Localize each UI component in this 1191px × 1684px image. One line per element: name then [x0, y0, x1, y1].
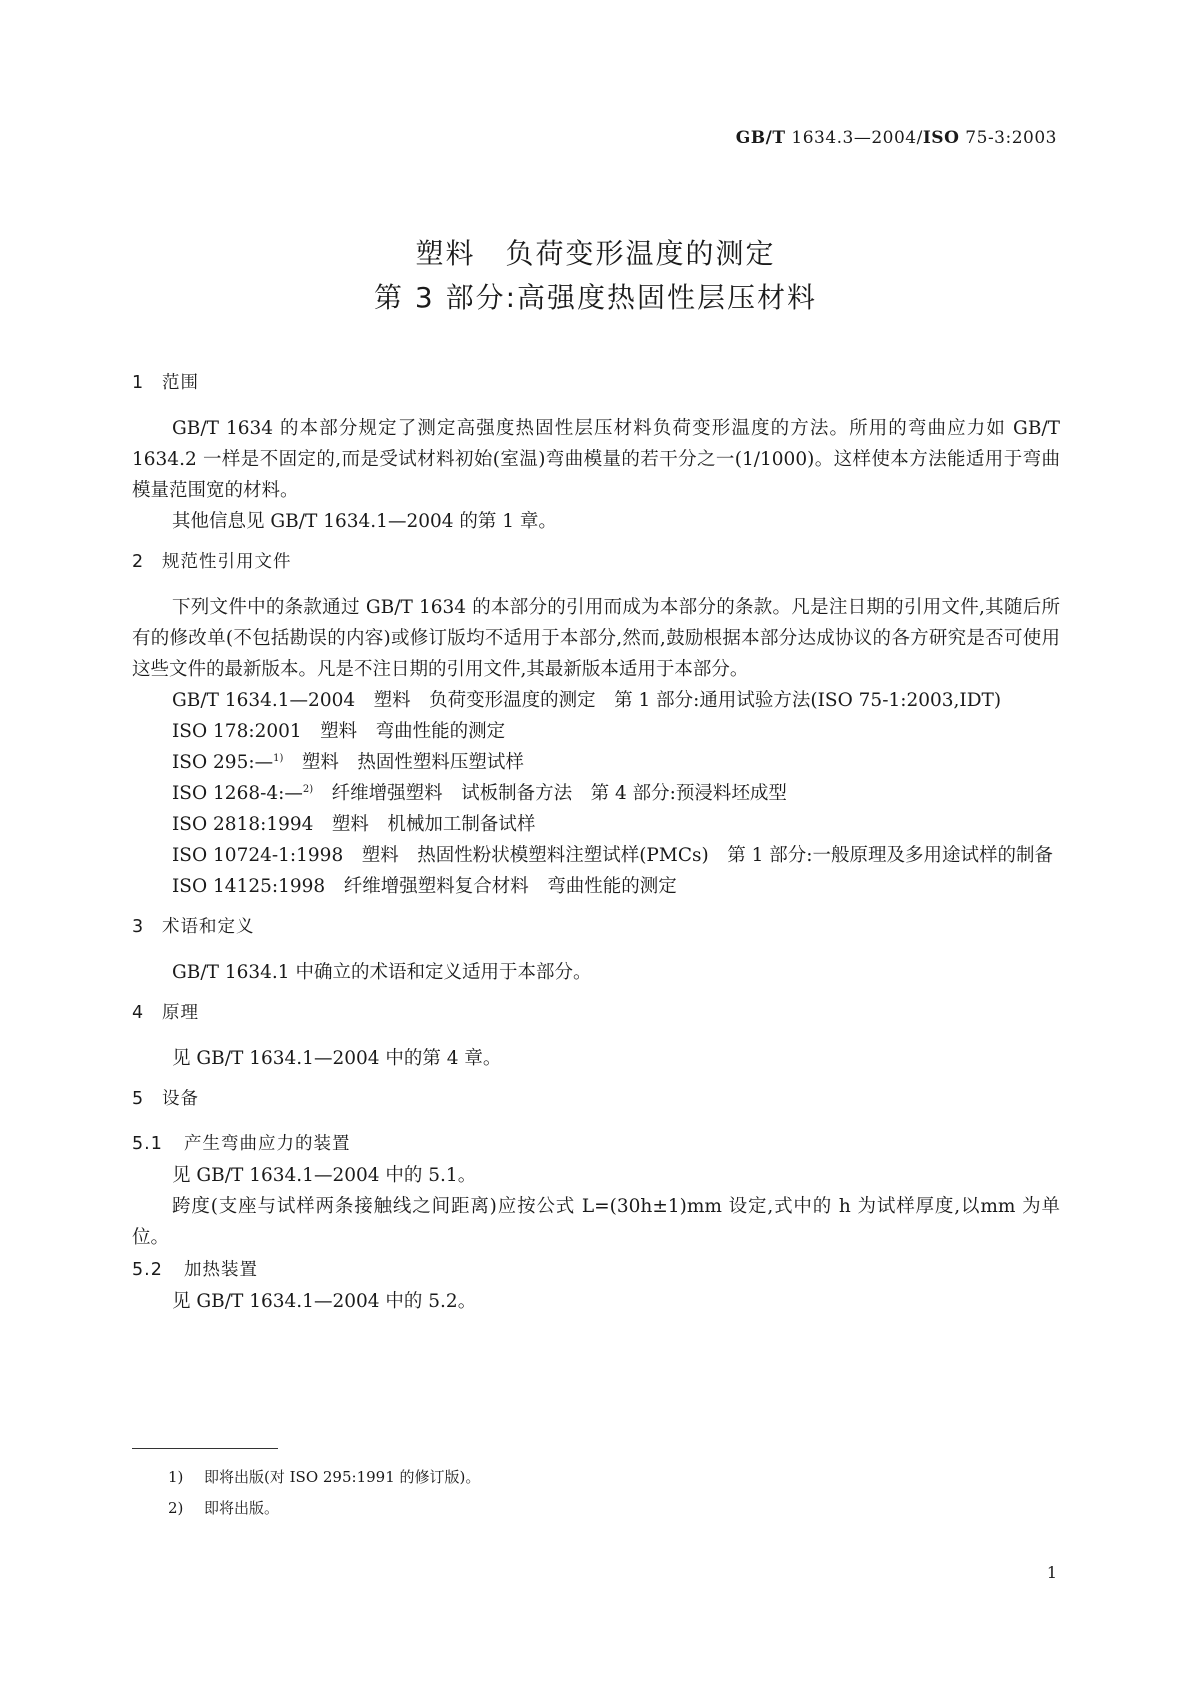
page-number: 1 — [1046, 1563, 1057, 1582]
paragraph: 见 GB/T 1634.1—2004 中的 5.1。 — [172, 1165, 477, 1186]
section-title: 原理 — [162, 1003, 199, 1023]
section-number: 3 — [132, 917, 145, 937]
paragraph: GB/T 1634 的本部分规定了测定高强度热固性层压材料负荷变形温度的方法。所用的弯曲应力如 GB/T 1634.2 一样是不固定的,而是受试材料初始(室温)弯曲模量的若干分之一(1/1000)。这样使本方法能适用于弯曲模量范围宽的材料。 — [132, 418, 1060, 501]
subsection-title: 产生弯曲应力的装置 — [184, 1134, 351, 1154]
section-number: 4 — [132, 1003, 145, 1023]
section-heading-3 — [132, 912, 1060, 943]
section-title: 规范性引用文件 — [162, 552, 292, 572]
section-heading-1 — [132, 368, 1060, 399]
section-title: 术语和定义 — [162, 917, 255, 937]
reference-item: ISO 295:—$^{1)}$ 塑料 热固性塑料压塑试样 — [172, 752, 524, 773]
footnote-2: 2) 即将出版。 — [168, 1499, 280, 1517]
standard-code-header — [736, 128, 1057, 148]
paragraph: GB/T 1634.1 中确立的术语和定义适用于本部分。 — [172, 962, 592, 983]
header-iso-number: 75-3:2003 — [959, 128, 1057, 148]
reference-item: ISO 14125:1998 纤维增强塑料复合材料 弯曲性能的测定 — [172, 876, 677, 897]
footnote-1: 1) 即将出版(对 ISO 295:1991 的修订版)。 — [168, 1468, 481, 1486]
reference-item: ISO 178:2001 塑料 弯曲性能的测定 — [172, 721, 506, 742]
document-title-line-1: 塑料 负荷变形温度的测定 — [415, 237, 776, 270]
subsection-heading-5-1 — [132, 1129, 1060, 1160]
section-heading-5 — [132, 1084, 1060, 1115]
subsection-heading-5-2 — [132, 1255, 1060, 1286]
paragraph: 见 GB/T 1634.1—2004 中的 5.2。 — [172, 1291, 477, 1312]
document-title-line-2: 第 3 部分:高强度热固性层压材料 — [373, 281, 818, 314]
section-title: 设备 — [162, 1089, 199, 1109]
reference-item: ISO 2818:1994 塑料 机械加工制备试样 — [172, 814, 536, 835]
section-number: 5 — [132, 1089, 145, 1109]
footnote-ref: 1) — [273, 752, 284, 764]
section-heading-2 — [132, 547, 1060, 578]
subsection-number: 5.1 — [132, 1134, 163, 1154]
paragraph: 跨度(支座与试样两条接触线之间距离)应按公式 L=(30h±1)mm 设定,式中的 h 为试样厚度,以mm 为单位。 — [132, 1196, 1060, 1248]
footnote-ref: 2) — [302, 783, 314, 795]
header-number: 1634.3—2004/ — [785, 128, 923, 148]
reference-item: ISO 10724-1:1998 塑料 热固性粉状模塑料注塑试样(PMCs) 第 1 部分:一般原理及多用途试样的制备 — [172, 845, 1053, 866]
paragraph: 其他信息见 GB/T 1634.1—2004 的第 1 章。 — [172, 511, 557, 532]
paragraph: 下列文件中的条款通过 GB/T 1634 的本部分的引用而成为本部分的条款。凡是注日期的引用文件,其随后所有的修改单(不包括勘误的内容)或修订版均不适用于本部分,然而,鼓励根据本部分达成协议的各方研究是否可使用这些文件的最新版本。凡是不注日期的引用文件,其最新版本适用于本部分。 — [132, 597, 1060, 680]
header-gbt: GB/T — [735, 128, 786, 148]
reference-item: GB/T 1634.1—2004 塑料 负荷变形温度的测定 第 1 部分:通用试验方法(ISO 75-1:2003,IDT) — [172, 690, 1002, 711]
document-body — [132, 368, 1060, 1317]
reference-item: ISO 1268-4:—$^{2)}$ 纤维增强塑料 试板制备方法 第 4 部分:预浸料坯成型 — [172, 783, 787, 804]
section-number: 2 — [132, 552, 145, 572]
paragraph: 见 GB/T 1634.1—2004 中的第 4 章。 — [172, 1048, 502, 1069]
section-title: 范围 — [162, 373, 199, 393]
footnote-divider — [132, 1448, 278, 1449]
header-iso: ISO — [922, 128, 960, 148]
section-heading-4 — [132, 998, 1060, 1029]
subsection-number: 5.2 — [132, 1260, 163, 1280]
section-number: 1 — [132, 373, 145, 393]
footnotes — [168, 1462, 480, 1524]
subsection-title: 加热装置 — [184, 1260, 258, 1280]
